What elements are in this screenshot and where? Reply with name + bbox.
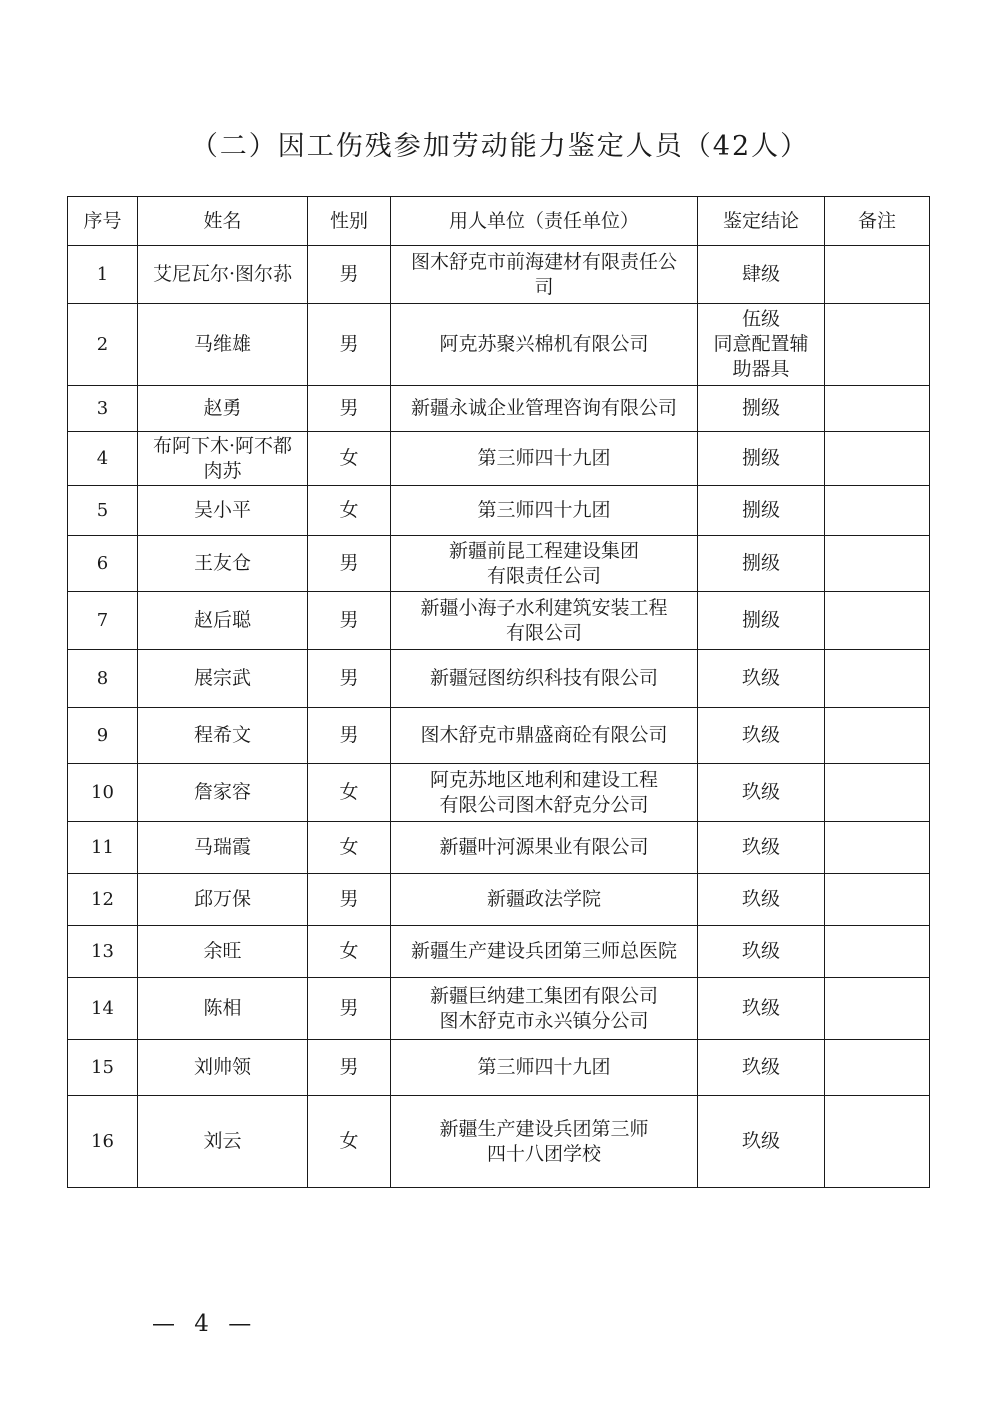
- cell-number: 13: [68, 926, 138, 978]
- table-header-row: [68, 197, 930, 246]
- cell-result: 玖级: [698, 764, 825, 822]
- cell-note: [825, 386, 930, 432]
- cell-name: 程希文: [138, 708, 308, 764]
- cell-result: 伍级 同意配置辅 助器具: [698, 304, 825, 386]
- cell-employer: 新疆永诚企业管理咨询有限公司: [391, 386, 698, 432]
- cell-number: 11: [68, 822, 138, 874]
- cell-result: 玖级: [698, 822, 825, 874]
- header-sex: 性别: [308, 197, 391, 246]
- cell-employer: 新疆叶河源果业有限公司: [391, 822, 698, 874]
- cell-employer: 新疆政法学院: [391, 874, 698, 926]
- cell-name: 艾尼瓦尔·图尔荪: [138, 246, 308, 304]
- cell-number: 10: [68, 764, 138, 822]
- cell-sex: 男: [308, 536, 391, 592]
- cell-name: 赵勇: [138, 386, 308, 432]
- assessment-table: [67, 196, 930, 1188]
- cell-employer: 阿克苏聚兴棉机有限公司: [391, 304, 698, 386]
- cell-name: 布阿下木·阿不都 肉苏: [138, 432, 308, 486]
- cell-sex: 女: [308, 764, 391, 822]
- cell-sex: 女: [308, 432, 391, 486]
- cell-number: 12: [68, 874, 138, 926]
- cell-employer: 第三师四十九团: [391, 486, 698, 536]
- cell-sex: 男: [308, 386, 391, 432]
- cell-note: [825, 304, 930, 386]
- table-row: [68, 822, 930, 874]
- cell-name: 王友仓: [138, 536, 308, 592]
- table-row: [68, 386, 930, 432]
- cell-note: [825, 822, 930, 874]
- cell-name: 詹家容: [138, 764, 308, 822]
- cell-sex: 女: [308, 1096, 391, 1188]
- cell-sex: 女: [308, 822, 391, 874]
- cell-employer: 第三师四十九团: [391, 1040, 698, 1096]
- cell-result: 捌级: [698, 386, 825, 432]
- document-title: （二）因工伤残参加劳动能力鉴定人员（42人）: [190, 131, 810, 162]
- cell-result: 玖级: [698, 650, 825, 708]
- cell-sex: 男: [308, 708, 391, 764]
- cell-note: [825, 1040, 930, 1096]
- cell-result: 玖级: [698, 926, 825, 978]
- cell-number: 14: [68, 978, 138, 1040]
- cell-sex: 男: [308, 592, 391, 650]
- cell-name: 刘云: [138, 1096, 308, 1188]
- cell-employer: 新疆冠图纺织科技有限公司: [391, 650, 698, 708]
- cell-note: [825, 926, 930, 978]
- cell-employer: 新疆前昆工程建设集团 有限责任公司: [391, 536, 698, 592]
- cell-result: 捌级: [698, 592, 825, 650]
- header-note: 备注: [825, 197, 930, 246]
- cell-number: 6: [68, 536, 138, 592]
- cell-result: 玖级: [698, 978, 825, 1040]
- cell-sex: 男: [308, 246, 391, 304]
- cell-number: 3: [68, 386, 138, 432]
- cell-employer: 新疆生产建设兵团第三师总医院: [391, 926, 698, 978]
- cell-sex: 男: [308, 650, 391, 708]
- cell-employer: 图木舒克市前海建材有限责任公 司: [391, 246, 698, 304]
- cell-result: 玖级: [698, 708, 825, 764]
- table-row: [68, 304, 930, 386]
- page-number: — 4 —: [152, 1311, 258, 1337]
- cell-employer: 新疆巨纳建工集团有限公司 图木舒克市永兴镇分公司: [391, 978, 698, 1040]
- cell-note: [825, 246, 930, 304]
- cell-note: [825, 536, 930, 592]
- cell-sex: 男: [308, 1040, 391, 1096]
- cell-result: 玖级: [698, 1096, 825, 1188]
- table-row: [68, 650, 930, 708]
- cell-note: [825, 432, 930, 486]
- cell-name: 吴小平: [138, 486, 308, 536]
- table-row: [68, 708, 930, 764]
- cell-number: 1: [68, 246, 138, 304]
- cell-number: 15: [68, 1040, 138, 1096]
- cell-name: 赵后聪: [138, 592, 308, 650]
- cell-number: 16: [68, 1096, 138, 1188]
- cell-name: 邱万保: [138, 874, 308, 926]
- header-result: 鉴定结论: [698, 197, 825, 246]
- cell-number: 2: [68, 304, 138, 386]
- table-row: [68, 432, 930, 486]
- cell-note: [825, 650, 930, 708]
- cell-number: 5: [68, 486, 138, 536]
- cell-number: 9: [68, 708, 138, 764]
- cell-result: 肆级: [698, 246, 825, 304]
- table-row: [68, 874, 930, 926]
- cell-sex: 女: [308, 486, 391, 536]
- table-body: [68, 246, 930, 1188]
- cell-result: 捌级: [698, 536, 825, 592]
- cell-note: [825, 978, 930, 1040]
- table-row: [68, 592, 930, 650]
- header-name: 姓名: [138, 197, 308, 246]
- cell-sex: 男: [308, 978, 391, 1040]
- cell-name: 陈相: [138, 978, 308, 1040]
- cell-note: [825, 592, 930, 650]
- cell-note: [825, 1096, 930, 1188]
- cell-sex: 女: [308, 926, 391, 978]
- cell-note: [825, 874, 930, 926]
- table-row: [68, 764, 930, 822]
- cell-employer: 第三师四十九团: [391, 432, 698, 486]
- table-row: [68, 1096, 930, 1188]
- cell-employer: 阿克苏地区地利和建设工程 有限公司图木舒克分公司: [391, 764, 698, 822]
- header-employer: 用人单位（责任单位）: [391, 197, 698, 246]
- cell-note: [825, 708, 930, 764]
- table-row: [68, 536, 930, 592]
- table-row: [68, 1040, 930, 1096]
- cell-employer: 图木舒克市鼎盛商砼有限公司: [391, 708, 698, 764]
- table-row: [68, 486, 930, 536]
- cell-note: [825, 764, 930, 822]
- cell-number: 7: [68, 592, 138, 650]
- cell-employer: 新疆小海子水利建筑安装工程 有限公司: [391, 592, 698, 650]
- cell-result: 玖级: [698, 1040, 825, 1096]
- table-row: [68, 978, 930, 1040]
- table-row: [68, 926, 930, 978]
- cell-name: 马维雄: [138, 304, 308, 386]
- cell-result: 玖级: [698, 874, 825, 926]
- cell-employer: 新疆生产建设兵团第三师 四十八团学校: [391, 1096, 698, 1188]
- cell-result: 捌级: [698, 432, 825, 486]
- cell-number: 8: [68, 650, 138, 708]
- cell-sex: 男: [308, 304, 391, 386]
- header-number: 序号: [68, 197, 138, 246]
- cell-name: 展宗武: [138, 650, 308, 708]
- cell-name: 刘帅领: [138, 1040, 308, 1096]
- cell-number: 4: [68, 432, 138, 486]
- cell-result: 捌级: [698, 486, 825, 536]
- table-row: [68, 246, 930, 304]
- cell-note: [825, 486, 930, 536]
- cell-sex: 男: [308, 874, 391, 926]
- cell-name: 余旺: [138, 926, 308, 978]
- cell-name: 马瑞霞: [138, 822, 308, 874]
